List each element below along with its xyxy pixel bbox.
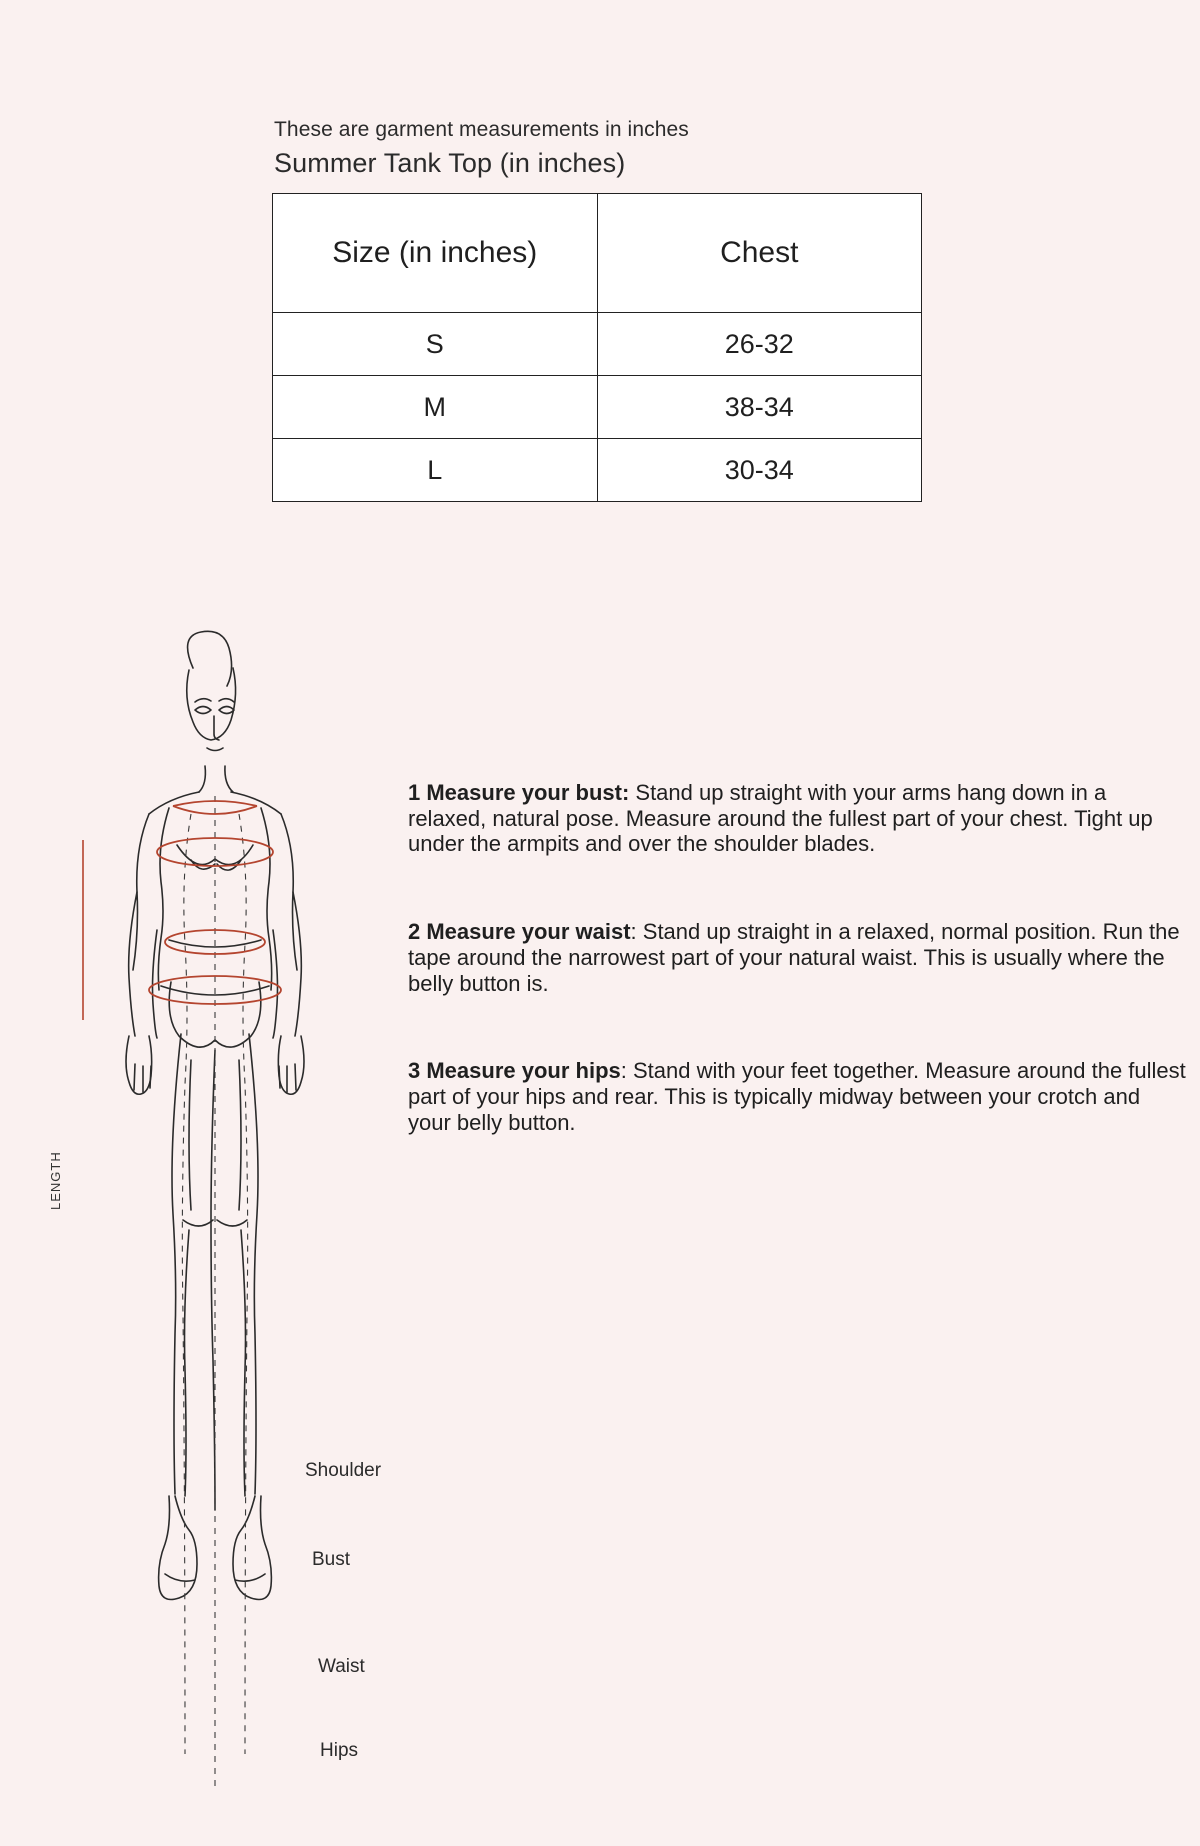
size-table <box>272 193 922 502</box>
cell-chest: 26-32 <box>597 313 922 376</box>
female-body-figure-icon <box>65 630 365 1810</box>
length-axis-label: LENGTH <box>48 1151 63 1210</box>
table-row <box>273 439 922 502</box>
table-row <box>273 313 922 376</box>
table-row <box>273 376 922 439</box>
body-figure-block <box>40 630 400 1810</box>
cell-size: M <box>273 376 598 439</box>
label-waist: Waist <box>318 1656 365 1677</box>
column-header-size: Size (in inches) <box>273 194 598 313</box>
instruction-hips-body: : Stand with your feet together. Measure around the fullest part of your hips and rear. This is typically midway between your crotch and your belly button. <box>408 1058 1186 1135</box>
cell-size: S <box>273 313 598 376</box>
instruction-bust-lead: 1 Measure your bust: <box>408 780 630 805</box>
instruction-bust-body: Stand up straight with your arms hang down in a relaxed, natural pose. Measure around the fullest part of your chest. Tight up under the armpits and over the shoulder blades. <box>408 780 1153 857</box>
label-hips: Hips <box>320 1740 359 1761</box>
instruction-waist-lead: 2 Measure your waist <box>408 919 631 945</box>
instruction-bust <box>408 780 1188 857</box>
cell-chest: 38-34 <box>597 376 922 439</box>
measurement-instructions <box>408 780 1188 1136</box>
instruction-hips <box>408 1058 1188 1135</box>
table-header-row <box>273 194 922 313</box>
instruction-waist-body: : Stand up straight in a relaxed, normal position. Run the tape around the narrowest part of your natural waist. This is usually where the belly button is. <box>408 919 1180 996</box>
label-shoulder: Shoulder <box>305 1460 382 1481</box>
cell-chest: 30-34 <box>597 439 922 502</box>
intro-text: These are garment measurements in inches <box>274 118 689 141</box>
size-table-block <box>272 118 922 502</box>
label-bust: Bust <box>312 1549 351 1570</box>
cell-size: L <box>273 439 598 502</box>
instruction-waist <box>408 919 1188 996</box>
page-title: Summer Tank Top (in inches) <box>274 148 626 178</box>
instruction-hips-lead: 3 Measure your hips <box>408 1058 621 1084</box>
column-header-chest: Chest <box>597 194 922 313</box>
